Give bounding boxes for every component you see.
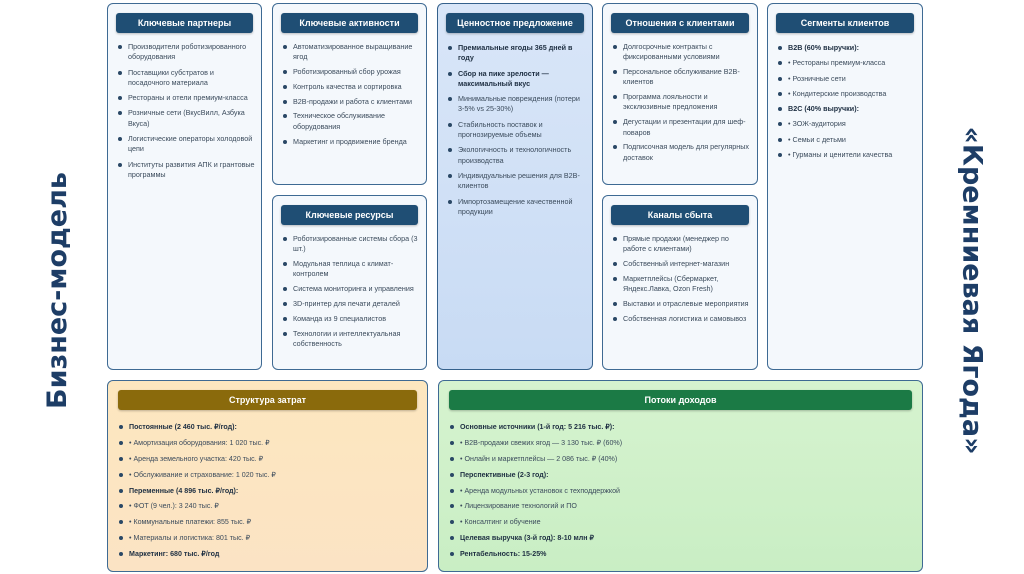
list-item: Прямые продажи (менеджер по работе с клиентами) (612, 234, 751, 255)
list-item: • Розничные сети (777, 74, 916, 84)
list-item: Розничные сети (ВкусВилл, Азбука Вкуса) (117, 108, 255, 129)
list-item: Минимальные повреждения (потери 3-5% vs 25-30%) (447, 94, 586, 115)
key-resources-card (272, 195, 427, 370)
list-item: • Кондитерские производства (777, 89, 916, 99)
list-item: Модульная теплица с климат-контролем (282, 259, 420, 280)
list-item: Рестораны и отели премиум-класса (117, 93, 255, 103)
cost-structure-title: Структура затрат (118, 390, 417, 410)
list-item: Маркетинг: 680 тыс. ₽/год (118, 549, 421, 559)
key-activities-title: Ключевые активности (281, 13, 418, 33)
list-item: Рентабельность: 15-25% (449, 549, 916, 559)
list-item: • B2B-продажи свежих ягод — 3 130 тыс. ₽ (60%) (449, 438, 916, 448)
list-item: Роботизированный сбор урожая (282, 67, 420, 77)
list-item: • Амортизация оборудования: 1 020 тыс. ₽ (118, 438, 421, 448)
list-item: Команда из 9 специалистов (282, 314, 420, 324)
value-proposition-title: Ценностное предложение (446, 13, 584, 33)
list-item: Премиальные ягоды 365 дней в году (447, 43, 586, 64)
list-item: Программа лояльности и эксклюзивные предложения (612, 92, 751, 113)
list-item: • Семьи с детьми (777, 135, 916, 145)
revenue-streams-title: Потоки доходов (449, 390, 912, 410)
project-name-label: «Кремниевая Ягода» (956, 125, 988, 455)
list-item: • Материалы и логистика: 801 тыс. ₽ (118, 533, 421, 543)
list-item: Выставки и отраслевые мероприятия (612, 299, 751, 309)
list-item: Технологии и интеллектуальная собственность (282, 329, 420, 350)
list-item: Сбор на пике зрелости — максимальный вкус (447, 69, 586, 90)
key-partners-title: Ключевые партнеры (116, 13, 253, 33)
list-item: Производители роботизированного оборудования (117, 42, 255, 63)
list-item: Перспективные (2-3 год): (449, 470, 916, 480)
list-item: Стабильность поставок и прогнозируемые объемы (447, 120, 586, 141)
list-item: Индивидуальные решения для B2B-клиентов (447, 171, 586, 192)
list-item: Экологичность и технологичность производства (447, 145, 586, 166)
list-item: Основные источники (1-й год: 5 216 тыс. ₽): (449, 422, 916, 432)
customer-relationships-title: Отношения с клиентами (611, 13, 749, 33)
business-model-label: Бизнес-модель (41, 171, 73, 409)
list-item: • Гурманы и ценители качества (777, 150, 916, 160)
list-item: Дегустации и презентации для шеф-поваров (612, 117, 751, 138)
list-item: B2B (60% выручки): (777, 43, 916, 53)
value-proposition-card (437, 3, 593, 370)
channels-title: Каналы сбыта (611, 205, 749, 225)
list-item: Техническое обслуживание оборудования (282, 111, 420, 132)
list-item: • Онлайн и маркетплейсы — 2 086 тыс. ₽ (40%) (449, 454, 916, 464)
channels-list (612, 234, 751, 329)
key-resources-title: Ключевые ресурсы (281, 205, 418, 225)
list-item: B2C (40% выручки): (777, 104, 916, 114)
value-proposition-list (447, 43, 586, 222)
list-item: Импортозамещение качественной продукции (447, 197, 586, 218)
key-activities-card (272, 3, 427, 185)
customer-segments-list (777, 43, 916, 165)
list-item: • Рестораны премиум-класса (777, 58, 916, 68)
cost-structure-card (107, 380, 428, 572)
left-side-label (22, 140, 92, 440)
customer-segments-title: Сегменты клиентов (776, 13, 914, 33)
customer-segments-card (767, 3, 923, 370)
revenue-streams-card (438, 380, 923, 572)
list-item: Постоянные (2 460 тыс. ₽/год): (118, 422, 421, 432)
list-item: Институты развития АПК и грантовые программы (117, 160, 255, 181)
customer-relationships-card (602, 3, 758, 185)
list-item: Подписочная модель для регулярных доставок (612, 142, 751, 163)
key-activities-list (282, 42, 420, 151)
right-side-label (932, 90, 1012, 490)
customer-relationships-list (612, 42, 751, 167)
key-partners-list (117, 42, 255, 185)
list-item: Долгосрочные контракты с фиксированными условиями (612, 42, 751, 63)
list-item: 3D-принтер для печати деталей (282, 299, 420, 309)
list-item: • Аренда земельного участка: 420 тыс. ₽ (118, 454, 421, 464)
revenue-streams-list (449, 422, 916, 565)
list-item: Логистические операторы холодовой цепи (117, 134, 255, 155)
list-item: • ЗОЖ-аудитория (777, 119, 916, 129)
list-item: Персональное обслуживание B2B-клиентов (612, 67, 751, 88)
key-resources-list (282, 234, 420, 354)
list-item: Поставщики субстратов и посадочного материала (117, 68, 255, 89)
list-item: • Консалтинг и обучение (449, 517, 916, 527)
list-item: • Аренда модульных установок с техподдержкой (449, 486, 916, 496)
list-item: • ФОТ (9 чел.): 3 240 тыс. ₽ (118, 501, 421, 511)
list-item: Роботизированные системы сбора (3 шт.) (282, 234, 420, 255)
key-partners-card (107, 3, 262, 370)
list-item: Автоматизированное выращивание ягод (282, 42, 420, 63)
list-item: B2B-продажи и работа с клиентами (282, 97, 420, 107)
channels-card (602, 195, 758, 370)
list-item: Система мониторинга и управления (282, 284, 420, 294)
list-item: Переменные (4 896 тыс. ₽/год): (118, 486, 421, 496)
list-item: Целевая выручка (3-й год): 8-10 млн ₽ (449, 533, 916, 543)
list-item: Маркетплейсы (Сбермаркет, Яндекс.Лавка, Ozon Fresh) (612, 274, 751, 295)
list-item: • Обслуживание и страхование: 1 020 тыс. ₽ (118, 470, 421, 480)
list-item: Маркетинг и продвижение бренда (282, 137, 420, 147)
cost-structure-list (118, 422, 421, 565)
list-item: • Коммунальные платежи: 855 тыс. ₽ (118, 517, 421, 527)
list-item: Собственная логистика и самовывоз (612, 314, 751, 324)
list-item: Собственный интернет-магазин (612, 259, 751, 269)
list-item: Контроль качества и сортировка (282, 82, 420, 92)
list-item: • Лицензирование технологий и ПО (449, 501, 916, 511)
